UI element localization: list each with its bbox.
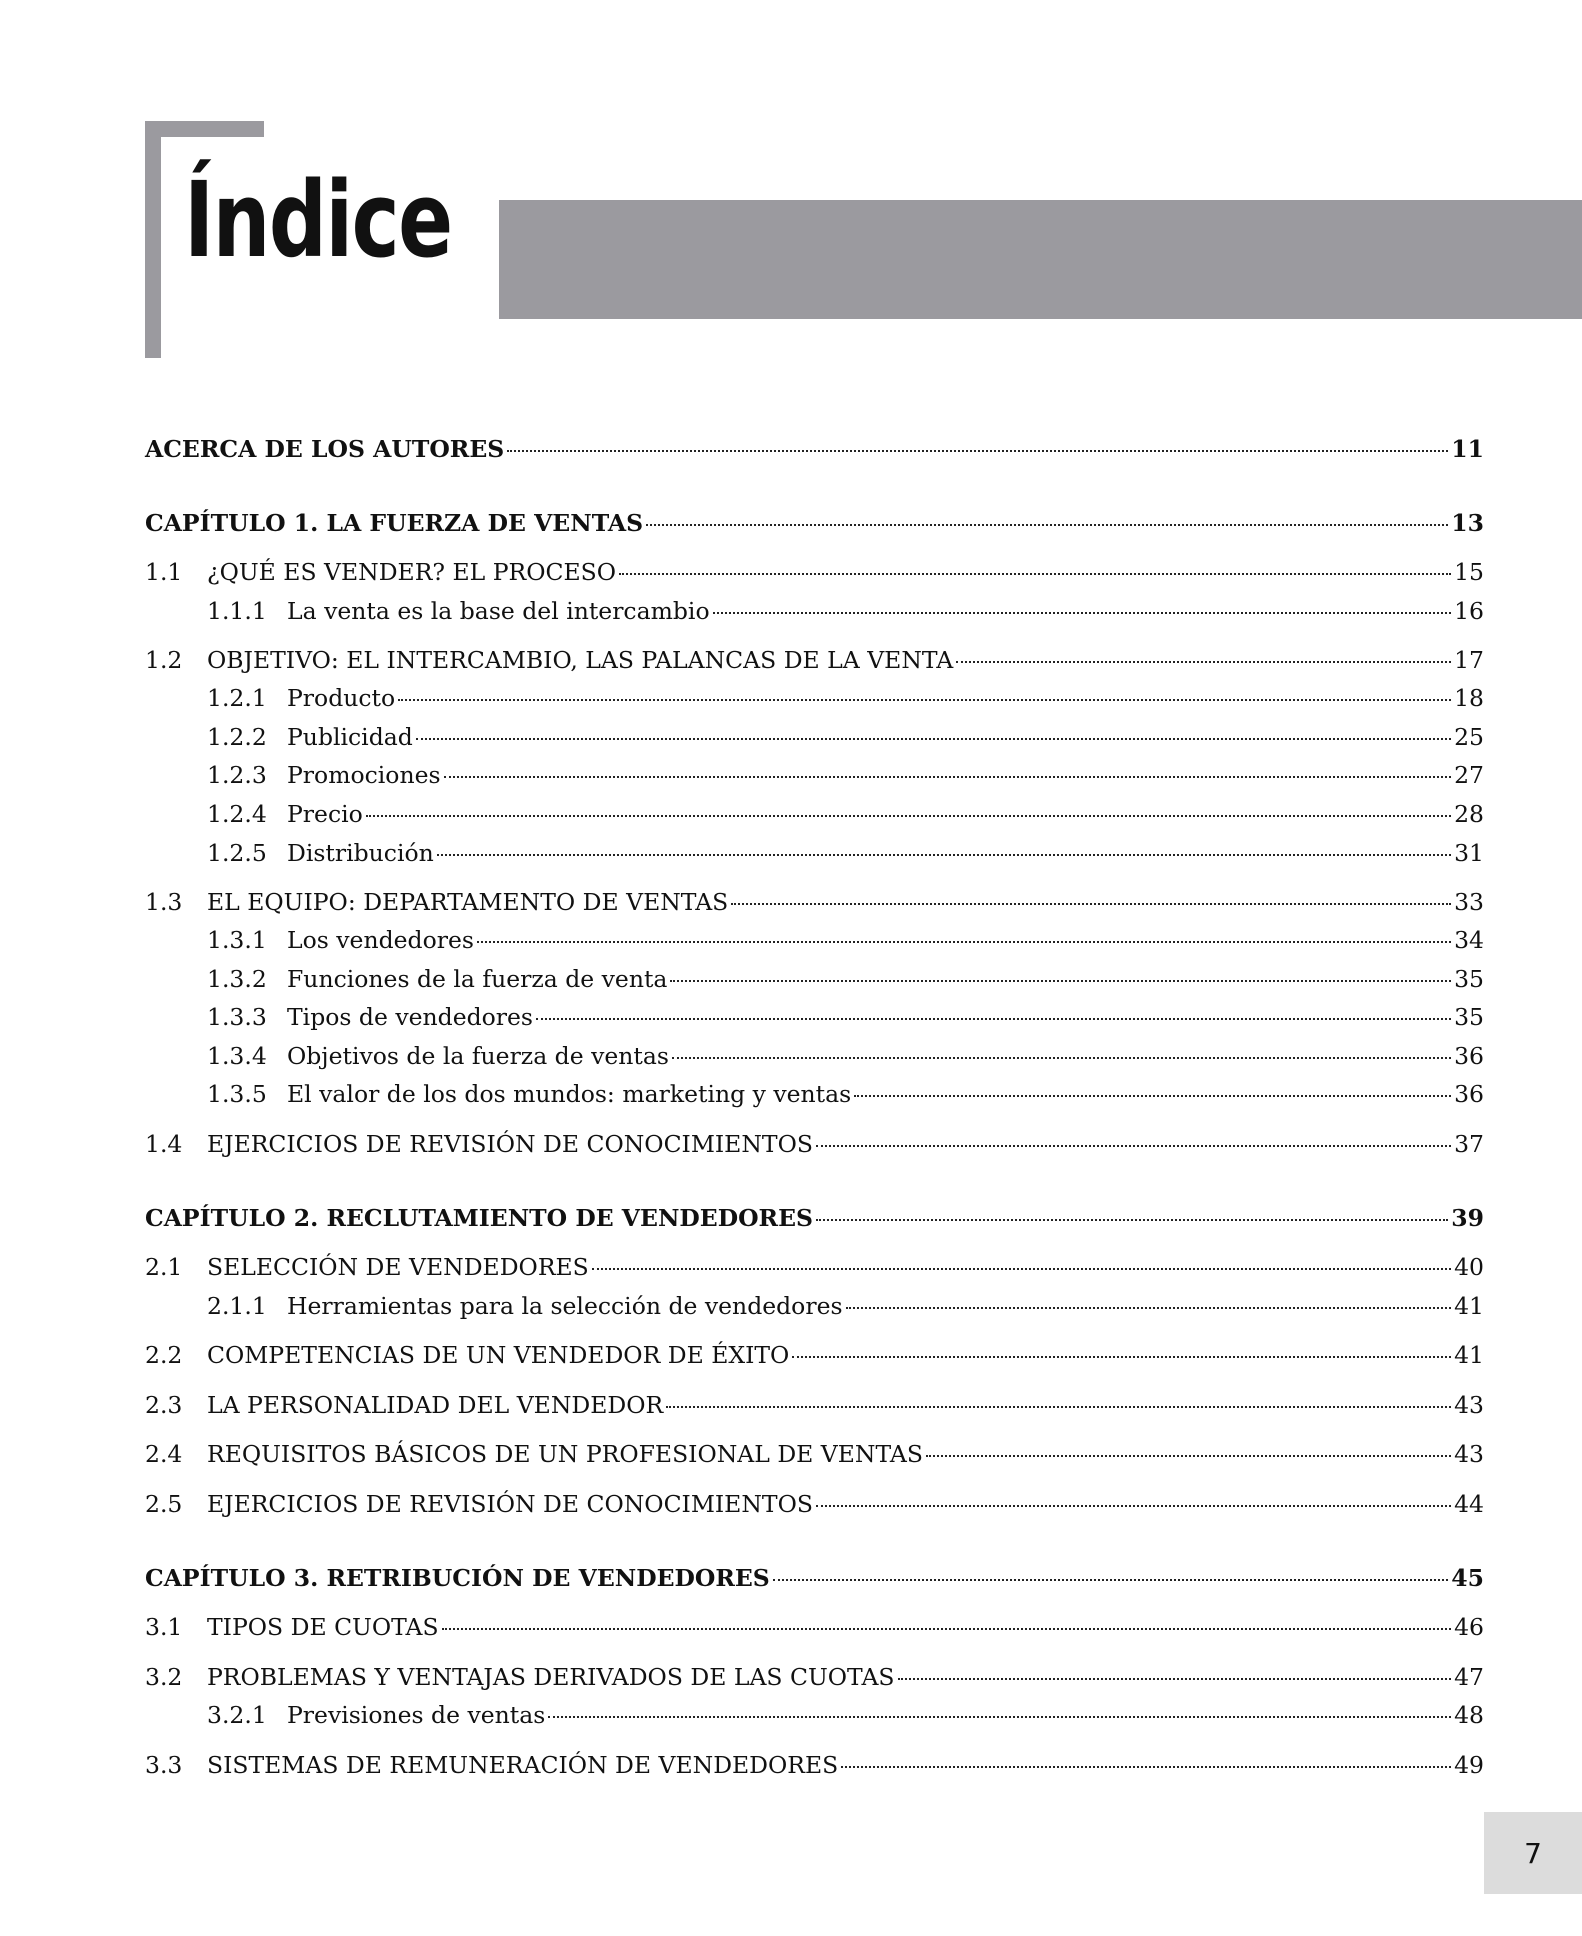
toc-entry[interactable] — [207, 1698, 1484, 1732]
toc-entry-title: EJERCICIOS DE REVISIÓN DE CONOCIMIENTOS — [207, 1130, 813, 1158]
toc-entry-number: 1.2.4 — [207, 800, 267, 828]
toc-dot-leader — [846, 1307, 1452, 1309]
toc-entry-page: 17 — [1454, 646, 1484, 674]
toc-entry-page: 15 — [1454, 558, 1484, 586]
toc-entry-page: 11 — [1451, 435, 1484, 463]
toc-entry[interactable] — [207, 1289, 1484, 1323]
toc-entry-page: 31 — [1454, 839, 1484, 867]
toc-entry-page: 39 — [1451, 1204, 1484, 1232]
toc-entry-page: 18 — [1454, 684, 1484, 712]
toc-entry-number: 2.1 — [145, 1253, 183, 1281]
toc-entry-title: EJERCICIOS DE REVISIÓN DE CONOCIMIENTOS — [207, 1490, 813, 1518]
toc-entry-number: 2.1.1 — [207, 1292, 267, 1320]
toc-dot-leader — [926, 1455, 1451, 1457]
toc-entry-title: Producto — [287, 684, 396, 712]
toc-entry[interactable] — [145, 1561, 1484, 1595]
toc-entry-page: 35 — [1454, 965, 1484, 993]
toc-entry-page: 27 — [1454, 761, 1484, 789]
toc-entry-page: 16 — [1454, 597, 1484, 625]
toc-dot-leader — [898, 1678, 1452, 1680]
toc-dot-leader — [713, 612, 1452, 614]
toc-entry[interactable] — [207, 962, 1484, 996]
toc-dot-leader — [646, 524, 1448, 526]
toc-entry-number: 1.3.2 — [207, 965, 267, 993]
title-bar — [499, 200, 1582, 319]
toc-entry-number: 1.2.5 — [207, 839, 267, 867]
toc-dot-leader — [666, 1406, 1451, 1408]
toc-entry[interactable] — [207, 797, 1484, 831]
toc-entry-page: 48 — [1454, 1701, 1484, 1729]
toc-entry-number: 2.4 — [145, 1440, 183, 1468]
title-bracket-left — [145, 121, 161, 358]
toc-dot-leader — [792, 1356, 1451, 1358]
page-number: 7 — [1484, 1812, 1582, 1894]
toc-entry-number: 3.2.1 — [207, 1701, 267, 1729]
toc-entry[interactable] — [145, 555, 1484, 589]
toc-entry-title: El valor de los dos mundos: marketing y ventas — [287, 1080, 852, 1108]
toc-dot-leader — [672, 1057, 1451, 1059]
toc-entry[interactable] — [207, 836, 1484, 870]
toc-entry-number: 1.2.3 — [207, 761, 267, 789]
toc-entry-page: 35 — [1454, 1003, 1484, 1031]
toc-entry-number: 1.1.1 — [207, 597, 267, 625]
toc-entry-page: 13 — [1451, 509, 1484, 537]
toc-entry-number: 1.3.4 — [207, 1042, 267, 1070]
toc-entry[interactable] — [145, 1748, 1484, 1782]
toc-entry[interactable] — [207, 594, 1484, 628]
toc-entry-page: 49 — [1454, 1751, 1484, 1779]
toc-dot-leader — [536, 1018, 1451, 1020]
toc-entry[interactable] — [145, 1437, 1484, 1471]
toc-entry-title: COMPETENCIAS DE UN VENDEDOR DE ÉXITO — [207, 1341, 790, 1369]
toc-dot-leader — [366, 815, 1451, 817]
toc-entry-page: 25 — [1454, 723, 1484, 751]
toc-entry-title: ACERCA DE LOS AUTORES — [145, 435, 505, 463]
toc-entry-title: Objetivos de la fuerza de ventas — [287, 1042, 669, 1070]
toc-entry-page: 45 — [1451, 1564, 1484, 1592]
toc-entry-title: Distribución — [287, 839, 434, 867]
toc-dot-leader — [956, 661, 1451, 663]
toc-dot-leader — [416, 738, 1451, 740]
toc-dot-leader — [731, 903, 1451, 905]
toc-entry-title: Publicidad — [287, 723, 413, 751]
toc-entry-page: 28 — [1454, 800, 1484, 828]
toc-entry-number: 1.2 — [145, 646, 183, 674]
toc-entry-number: 3.1 — [145, 1613, 183, 1641]
toc-entry-title: Promociones — [287, 761, 441, 789]
toc-dot-leader — [592, 1268, 1451, 1270]
toc-dot-leader — [841, 1766, 1451, 1768]
toc-entry-number: 1.1 — [145, 558, 183, 586]
toc-entry-title: CAPÍTULO 3. RETRIBUCIÓN DE VENDEDORES — [145, 1564, 770, 1592]
toc-entry-title: Tipos de vendedores — [287, 1003, 533, 1031]
toc-entry[interactable] — [207, 681, 1484, 715]
toc-entry-page: 41 — [1454, 1292, 1484, 1320]
toc-dot-leader — [773, 1579, 1449, 1581]
toc-entry-page: 43 — [1454, 1391, 1484, 1419]
toc-entry-title: Herramientas para la selección de vendedores — [287, 1292, 843, 1320]
toc-entry[interactable] — [207, 720, 1484, 754]
toc-entry-page: 33 — [1454, 888, 1484, 916]
toc-entry[interactable] — [145, 1338, 1484, 1372]
toc-dot-leader — [548, 1716, 1451, 1718]
toc-entry-title: TIPOS DE CUOTAS — [207, 1613, 439, 1641]
toc-entry[interactable] — [145, 1660, 1484, 1694]
toc-dot-leader — [816, 1505, 1451, 1507]
toc-entry[interactable] — [145, 1201, 1484, 1235]
toc-entry[interactable] — [145, 506, 1484, 540]
toc-entry-number: 1.3.3 — [207, 1003, 267, 1031]
toc-entry-title: CAPÍTULO 2. RECLUTAMIENTO DE VENDEDORES — [145, 1204, 813, 1232]
toc-entry-number: 2.2 — [145, 1341, 183, 1369]
toc-entry[interactable] — [145, 885, 1484, 919]
toc-entry[interactable] — [145, 643, 1484, 677]
toc-entry-title: La venta es la base del intercambio — [287, 597, 710, 625]
toc-dot-leader — [670, 980, 1451, 982]
toc-entry-title: LA PERSONALIDAD DEL VENDEDOR — [207, 1391, 664, 1419]
toc-entry-number: 1.3.1 — [207, 926, 267, 954]
toc-entry-title: ¿QUÉ ES VENDER? EL PROCESO — [207, 558, 616, 586]
toc-entry-title: PROBLEMAS Y VENTAJAS DERIVADOS DE LAS CUOTAS — [207, 1663, 895, 1691]
toc-entry-number: 1.3 — [145, 888, 183, 916]
toc-entry-number: 1.2.2 — [207, 723, 267, 751]
toc-entry[interactable] — [145, 1388, 1484, 1422]
toc-dot-leader — [619, 573, 1451, 575]
toc-entry-number: 2.5 — [145, 1490, 183, 1518]
toc-entry[interactable] — [207, 1077, 1484, 1111]
toc-entry[interactable] — [207, 758, 1484, 792]
toc-entry-title: REQUISITOS BÁSICOS DE UN PROFESIONAL DE VENTAS — [207, 1440, 923, 1468]
toc-entry-title: SELECCIÓN DE VENDEDORES — [207, 1253, 589, 1281]
toc-entry-number: 1.2.1 — [207, 684, 267, 712]
toc-entry[interactable] — [207, 1039, 1484, 1073]
toc-entry-title: EL EQUIPO: DEPARTAMENTO DE VENTAS — [207, 888, 729, 916]
toc-entry[interactable] — [145, 1127, 1484, 1161]
toc-entry-page: 40 — [1454, 1253, 1484, 1281]
toc-entry-number: 2.3 — [145, 1391, 183, 1419]
toc-entry-title: CAPÍTULO 1. LA FUERZA DE VENTAS — [145, 509, 644, 537]
toc-entry[interactable] — [145, 432, 1484, 466]
toc-entry-number: 3.2 — [145, 1663, 183, 1691]
toc-entry-number: 1.3.5 — [207, 1080, 267, 1108]
toc-entry-page: 36 — [1454, 1080, 1484, 1108]
page-title: Índice — [184, 159, 452, 281]
toc-entry-title: Los vendedores — [287, 926, 474, 954]
toc-entry[interactable] — [145, 1487, 1484, 1521]
toc-entry[interactable] — [207, 923, 1484, 957]
toc-dot-leader — [816, 1219, 1448, 1221]
toc-dot-leader — [444, 776, 1452, 778]
toc-entry-number: 1.4 — [145, 1130, 183, 1158]
toc-entry-page: 36 — [1454, 1042, 1484, 1070]
toc-entry[interactable] — [145, 1610, 1484, 1644]
toc-dot-leader — [442, 1628, 1452, 1630]
toc-entry-page: 43 — [1454, 1440, 1484, 1468]
title-bracket-top — [145, 121, 264, 137]
toc-dot-leader — [816, 1145, 1451, 1147]
toc-entry-title: OBJETIVO: EL INTERCAMBIO, LAS PALANCAS DE LA VENTA — [207, 646, 954, 674]
toc-entry-title: SISTEMAS DE REMUNERACIÓN DE VENDEDORES — [207, 1751, 839, 1779]
toc-entry-page: 46 — [1454, 1613, 1484, 1641]
toc-entry-title: Funciones de la fuerza de venta — [287, 965, 668, 993]
toc-dot-leader — [437, 854, 1451, 856]
toc-entry-title: Previsiones de ventas — [287, 1701, 546, 1729]
toc-entry-page: 47 — [1454, 1663, 1484, 1691]
toc-entry-page: 44 — [1454, 1490, 1484, 1518]
toc-dot-leader — [854, 1095, 1451, 1097]
toc-entry-page: 41 — [1454, 1341, 1484, 1369]
toc-dot-leader — [477, 941, 1451, 943]
toc-entry[interactable] — [207, 1000, 1484, 1034]
toc-entry-number: 3.3 — [145, 1751, 183, 1779]
toc-entry-title: Precio — [287, 800, 363, 828]
toc-dot-leader — [398, 699, 1451, 701]
toc-entry-page: 37 — [1454, 1130, 1484, 1158]
toc-dot-leader — [507, 450, 1448, 452]
toc-entry-page: 34 — [1454, 926, 1484, 954]
toc-entry[interactable] — [145, 1250, 1484, 1284]
